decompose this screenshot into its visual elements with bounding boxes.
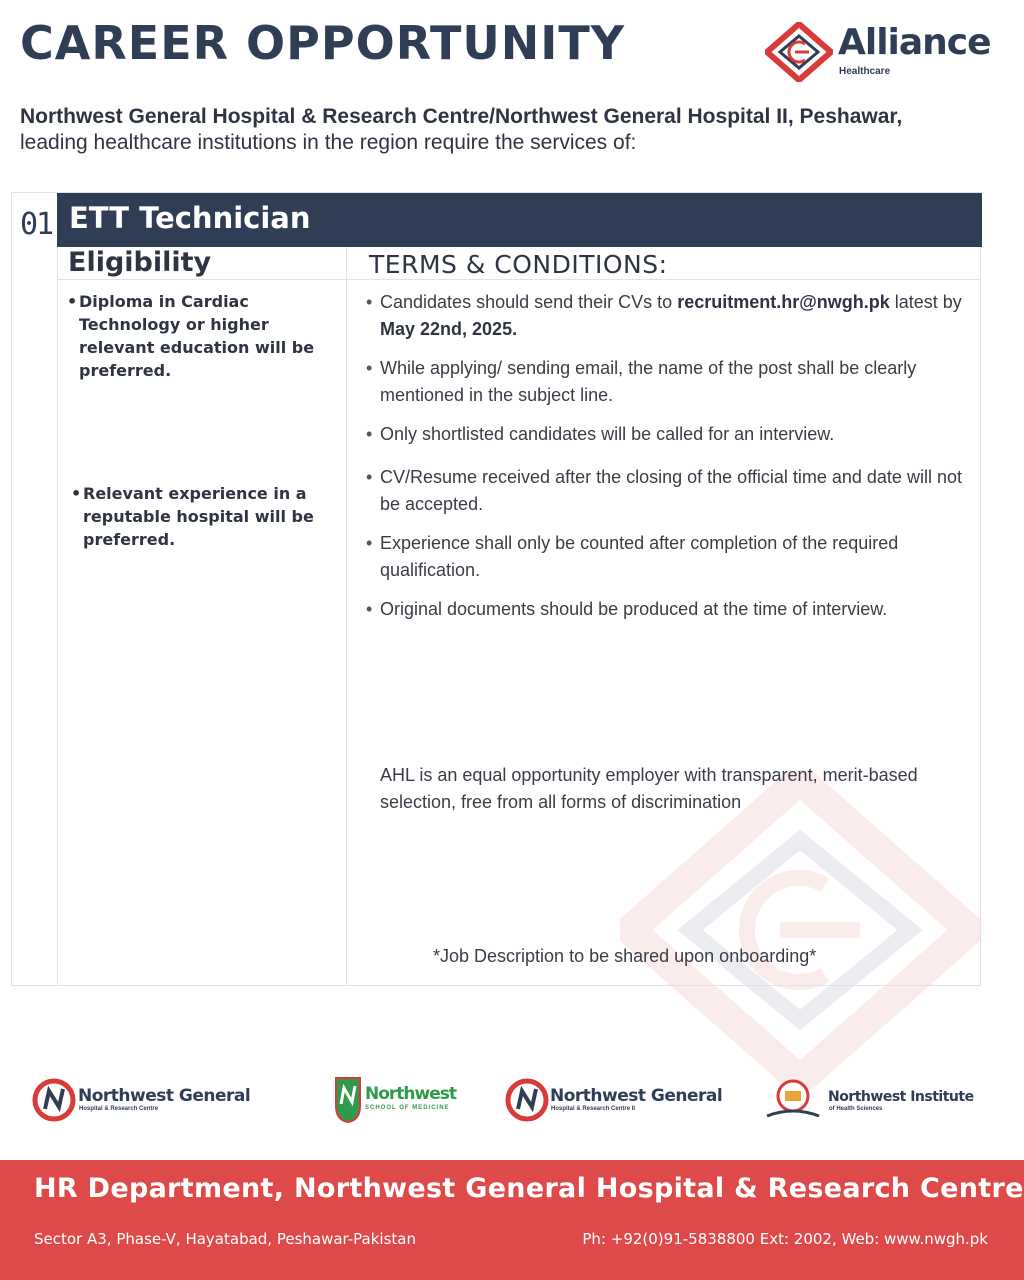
term-item: • Experience shall only be counted after completion of the required qualification. bbox=[366, 533, 899, 580]
intro-line-1: Northwest General Hospital & Research Centre/Northwest General Hospital II, Peshawar, bbox=[20, 105, 903, 128]
partner-name: Northwest Institute bbox=[828, 1089, 974, 1105]
alliance-diamond-icon bbox=[765, 22, 833, 82]
eligibility-item: • Relevant experience in a reputable hospital will be preferred. bbox=[71, 484, 314, 549]
eligibility-heading: Eligibility bbox=[68, 247, 212, 278]
equal-opportunity-note: AHL is an equal opportunity employer with transparent, merit-based selection, free from all forms of discrimination bbox=[380, 765, 918, 812]
footer-banner bbox=[0, 1160, 1024, 1280]
partner-subtitle: of Health Sciences bbox=[829, 1106, 883, 1112]
partner-logo-nwgh-2 bbox=[503, 1072, 733, 1128]
term-item: • Candidates should send their CVs to recruitment.hr@nwgh.pk latest by May 22nd, 2025. bbox=[366, 292, 962, 339]
row-divider bbox=[57, 279, 980, 280]
column-divider bbox=[57, 193, 58, 985]
partner-name: Northwest bbox=[365, 1084, 456, 1104]
terms-heading: TERMS & CONDITIONS: bbox=[369, 250, 668, 279]
school-shield-icon bbox=[334, 1076, 362, 1124]
partner-subtitle: Hospital & Research Centre II bbox=[551, 1106, 636, 1112]
job-number: 01 bbox=[20, 207, 53, 242]
institute-crest-icon bbox=[764, 1076, 822, 1124]
term-item: • While applying/ sending email, the name of the post shall be clearly mentioned in the subject line. bbox=[366, 358, 917, 405]
partner-logo-nwgh bbox=[30, 1072, 260, 1128]
partner-name: Northwest General bbox=[78, 1086, 251, 1106]
partner-logo-institute bbox=[764, 1072, 994, 1128]
page-title: CAREER OPPORTUNITY bbox=[20, 16, 626, 70]
job-header bbox=[57, 193, 982, 247]
alliance-logo bbox=[765, 22, 995, 82]
footer-contact: Ph: +92(0)91-5838800 Ext: 2002, Web: www.nwgh.pk bbox=[582, 1230, 988, 1248]
intro-text bbox=[20, 104, 1010, 156]
recruitment-email: recruitment.hr@nwgh.pk bbox=[677, 292, 890, 312]
logo-subtitle: Healthcare bbox=[839, 66, 891, 77]
job-title: ETT Technician bbox=[69, 201, 311, 235]
partner-subtitle: SCHOOL OF MEDICINE bbox=[365, 1105, 450, 1111]
nwgh-circle-icon bbox=[32, 1078, 76, 1122]
job-description-note: *Job Description to be shared upon onboarding* bbox=[433, 946, 817, 966]
footer-title: HR Department, Northwest General Hospital & Research Centre bbox=[34, 1173, 1024, 1204]
intro-line-2: leading healthcare institutions in the region require the services of: bbox=[20, 131, 637, 154]
partner-name: Northwest General bbox=[550, 1086, 723, 1106]
deadline-date: May 22nd, 2025. bbox=[380, 319, 518, 339]
nwgh-circle-icon bbox=[505, 1078, 549, 1122]
footer-address: Sector A3, Phase-V, Hayatabad, Peshawar-Pakistan bbox=[34, 1230, 416, 1248]
term-item: • Only shortlisted candidates will be called for an interview. bbox=[366, 424, 835, 444]
term-item: • CV/Resume received after the closing of the official time and date will not be accepted. bbox=[366, 467, 962, 514]
logo-name: Alliance bbox=[838, 22, 991, 63]
term-item: • Original documents should be produced at the time of interview. bbox=[366, 599, 888, 619]
partner-subtitle: Hospital & Research Centre bbox=[79, 1106, 159, 1112]
job-table bbox=[11, 192, 981, 986]
eligibility-item: • Diploma in Cardiac Technology or higher relevant education will be preferred. bbox=[67, 292, 315, 380]
partner-logo-school bbox=[334, 1072, 456, 1128]
